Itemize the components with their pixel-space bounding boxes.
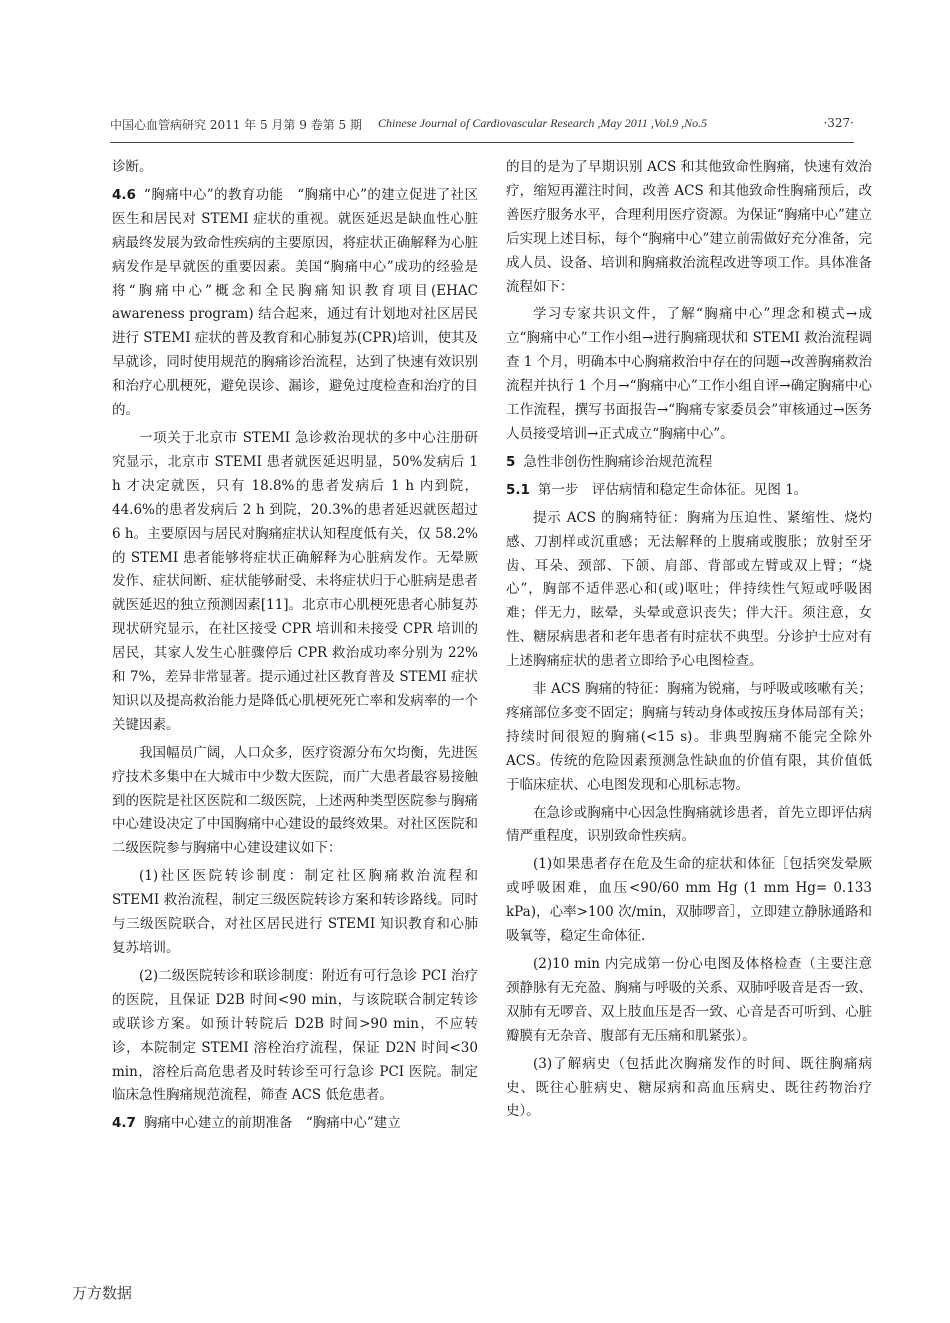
paragraph-text: “胸痛中心”的建立促进了社区医生和居民对 STEMI 症状的重视。就医延迟是缺血性心脏病最终发展为致命性疾病的主要原因，将症状正确解释为心脏病发作是早就医的重要因素。美国“胸痛中心”成功的经验是将“胸痛中心”概念和全民胸痛知识教育项目(EHAC awareness program) 结合起来，通过有计划地对社区居民进行 STEMI 症状的普及教育和心肺复苏(CPR)培训，使其及早就诊，同时使用规范的胸痛诊治流程，达到了快速有效识别和治疗心肌梗死，避免误诊、漏诊，避免过度检查和治疗的目的。 — [112, 186, 478, 419]
list-item: (2)二级医院转诊和联诊制度：附近有可行急诊 PCI 治疗的医院，且保证 D2B 时间<90 min，与该院联合制定转诊或联诊方案。如预计转院后 D2B 时间>90 min，不应转诊，本院制定 STEMI 溶栓治疗流程，保证 D2N 时间<30 min，溶栓后高危患者及时转诊至可行急诊 PCI 医院。制定临床急性胸痛规范流程，筛查 ACS 低危患者。 — [112, 967, 478, 1104]
section-title: 胸痛中心建立的前期准备 — [143, 1115, 293, 1132]
paragraph: 非 ACS 胸痛的特征：胸痛为锐痛，与呼吸或咳嗽有关；疼痛部位多变不固定；胸痛与转动身体或按压身体局部有关；持续时间很短的胸痛(<15 s)。非典型胸痛不能完全除外 ACS。传统的危险因素预测急性缺血的价值有限，其价值低于临床症状、心电图发现和心肌标志物。 — [506, 681, 872, 793]
section-5-1 — [506, 479, 872, 503]
paragraph: 的目的是为了早期识别 ACS 和其他致命性胸痛，快速有效治疗，缩短再灌注时间，改善 ACS 和其他致命性胸痛预后，改善医疗服务水平，合理利用医疗资源。为保证“胸痛中心”建立后实现上述目标，每个“胸痛中心”建立前需做好充分准备，完成人员、设备、培训和胸痛救治流程改进等项工作。具体准备流程如下： — [506, 159, 872, 295]
journal-title-cn: 中国心血管病研究 2011 年 5 月第 9 卷第 5 期 — [110, 118, 362, 132]
section-number: 5 — [506, 453, 516, 470]
section-title: “胸痛中心”的教育功能 — [143, 186, 284, 203]
list-item: (2)10 min 内完成第一份心电图及体格检查（主要注意颈静脉有无充盈、胸痛与呼吸的关系、双肺呼吸音是否一致、双肺有无啰音、双上肢血压是否一致、心音是否可听到、心脏瓣膜有无杂音、腹部有无压痛和肌紧张）。 — [506, 956, 872, 1044]
journal-title-en: Chinese Journal of Cardiovascular Research ,May 2011 ,Vol.9 ,No.5 — [378, 116, 708, 130]
paragraph: 我国幅员广阔，人口众多，医疗资源分布欠均衡，先进医疗技术多集中在大城市中少数大医院，而广大患者最容易接触到的医院是社区医院和二级医院，上述两种类型医院参与胸痛中心建设决定了中国胸痛中心建设的最终效果。对社区医院和二级医院参与胸痛中心建设建议如下： — [112, 744, 478, 857]
paragraph: 学习专家共识文件，了解“胸痛中心”理念和模式→成立“胸痛中心”工作小组→进行胸痛现状和 STEMI 救治流程调查 1 个月，明确本中心胸痛救治中存在的问题→改善胸痛救治流程并执行 1 个月→“胸痛中心”工作小组自评→确定胸痛中心工作流程，撰写书面报告→“胸痛专家委员会”审核通过→医务人员接受培训→正式成立“胸痛中心”。 — [506, 306, 872, 442]
source-watermark: 万方数据 — [72, 1284, 133, 1302]
section-4-6 — [112, 184, 478, 423]
left-column — [112, 156, 478, 1140]
section-5 — [506, 451, 872, 475]
right-column — [506, 156, 872, 1128]
paragraph: 在急诊或胸痛中心因急性胸痛就诊患者，首先立即评估病情严重程度，识别致命性疾病。 — [506, 804, 872, 845]
running-header — [110, 116, 854, 136]
list-item: (1)如果患者存在危及生命的症状和体征［包括突发晕厥或呼吸困难，血压<90/60 mm Hg (1 mm Hg= 0.133 kPa)，心率>100 次/min，双肺啰音］，立即建立静脉通路和吸氧等，稳定生命体征. — [506, 856, 872, 945]
list-item: (1)社区医院转诊制度：制定社区胸痛救治流程和 STEMI 救治流程，制定三级医院转诊方案和转诊路线。同时与三级医院联合，对社区居民进行 STEMI 知识教育和心肺复苏培训。 — [112, 868, 478, 956]
paragraph-text: “胸痛中心”建立 — [305, 1115, 401, 1132]
page-number: ·327· — [823, 116, 854, 130]
section-number: 4.7 — [112, 1115, 136, 1132]
section-number: 5.1 — [506, 481, 530, 498]
header-rule — [110, 142, 854, 143]
paragraph: 一项关于北京市 STEMI 急诊救治现状的多中心注册研究显示，北京市 STEMI 患者就医延迟明显，50%发病后 1 h 才决定就医，只有 18.8%的患者发病后 1 h 内到院，44.6%的患者发病后 2 h 到院，20.3%的患者延迟就医超过 6 h。主要原因与居民对胸痛症状认知程度低有关，仅 58.2%的 STEMI 患者能够将症状正确解释为心脏病发作。无晕厥发作、症状间断、症状能够耐受、未将症状归于心脏病是患者就医延迟的独立预测因素[11]。北京市心肌梗死患者心肺复苏现状研究显示，在社区接受 CPR 培训和未接受 CPR 培训的居民，其家人发生心脏骤停后 CPR 救治成功率分别为 22%和 7%，差异非常显著。提示通过社区教育普及 STEMI 症状知识以及提高救治能力是降低心肌梗死死亡率和发病率的一个关键因素。 — [112, 429, 478, 733]
list-item: (3)了解病史（包括此次胸痛发作的时间、既往胸痛病史、既往心脏病史、糖尿病和高血压病史、既往药物治疗史）。 — [506, 1055, 872, 1120]
section-title: 急性非创伤性胸痛诊治规范流程 — [523, 453, 713, 470]
section-number: 4.6 — [112, 186, 136, 203]
section-4-7 — [112, 1112, 478, 1136]
paragraph: 提示 ACS 的胸痛特征：胸痛为压迫性、紧缩性、烧灼感、刀割样或沉重感；无法解释的上腹痛或腹胀；放射至牙齿、耳朵、颈部、下颌、肩部、背部或左臂或双上臂；“烧心”，胸部不适伴恶心和(或)呕吐；伴持续性气短或呼吸困难；伴无力，眩晕，头晕或意识丧失；伴大汗。须注意，女性、糖尿病患者和老年患者有时症状不典型。分诊护士应对有上述胸痛症状的患者立即给予心电图检查。 — [506, 509, 872, 670]
section-title: 第一步 评估病情和稳定生命体征。见图 1。 — [537, 481, 808, 498]
paragraph: 诊断。 — [112, 159, 153, 175]
